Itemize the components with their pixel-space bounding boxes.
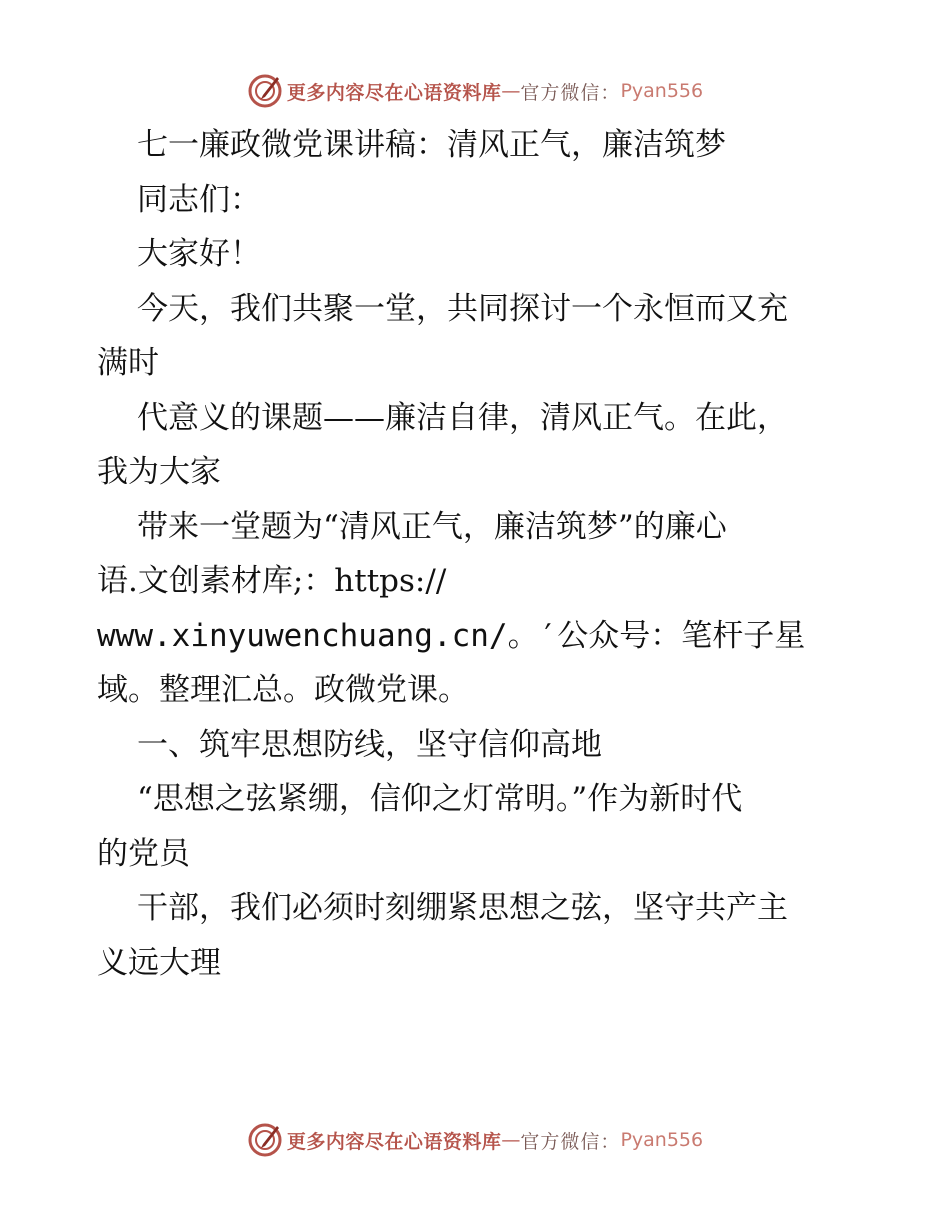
section-heading: 一、筑牢思想防线，坚守信仰高地 [137,726,602,763]
url-line: www.xinyuwenchuang.cn/。′公众号：笔杆子星 [97,617,806,654]
banner-wechat-label: 官方微信： [520,1130,621,1153]
banner-main-text: 更多内容尽在心语资料库 [286,81,502,104]
banner-dash: — [501,80,521,102]
paragraph-line: 的党员 [97,835,190,872]
paragraph-line: “思想之弦紧绷，信仰之灯常明。”作为新时代 [137,781,743,817]
salutation: 同志们： [137,181,261,218]
paragraph-line: 代意义的课题——廉洁自律，清风正气。在此， [137,399,788,436]
banner-wechat-id: Pyan556 [620,1129,704,1151]
paragraph-line: 域。整理汇总。政微党课。 [97,672,469,708]
paragraph-line: 干部，我们必须时刻绷紧思想之弦，坚守共产主 [137,890,788,926]
quill-logo-icon [247,73,283,109]
banner-wechat-id: Pyan556 [620,80,704,102]
paragraph-line: 今天，我们共聚一堂，共同探讨一个永恒而又充 [137,290,788,327]
document-title: 七一廉政微党课讲稿：清风正气，廉洁筑梦 [137,127,726,163]
paragraph-line: 满时 [97,345,159,381]
paragraph-line: 义远大理 [97,944,221,981]
document-body [97,118,857,990]
footer-watermark [0,1120,950,1160]
paragraph-line: 我为大家 [97,454,221,490]
quill-logo-icon [247,1122,283,1158]
paragraph-line: 带来一堂题为“清风正气，廉洁筑梦”的廉心 [137,508,727,545]
banner-wechat-label: 官方微信： [520,81,621,104]
banner-main-text: 更多内容尽在心语资料库 [286,1130,502,1153]
paragraph-line: 语.文创素材库;：https:// [97,563,447,599]
banner-dash: — [501,1129,521,1151]
greeting: 大家好！ [137,236,261,272]
header-watermark [0,71,950,111]
